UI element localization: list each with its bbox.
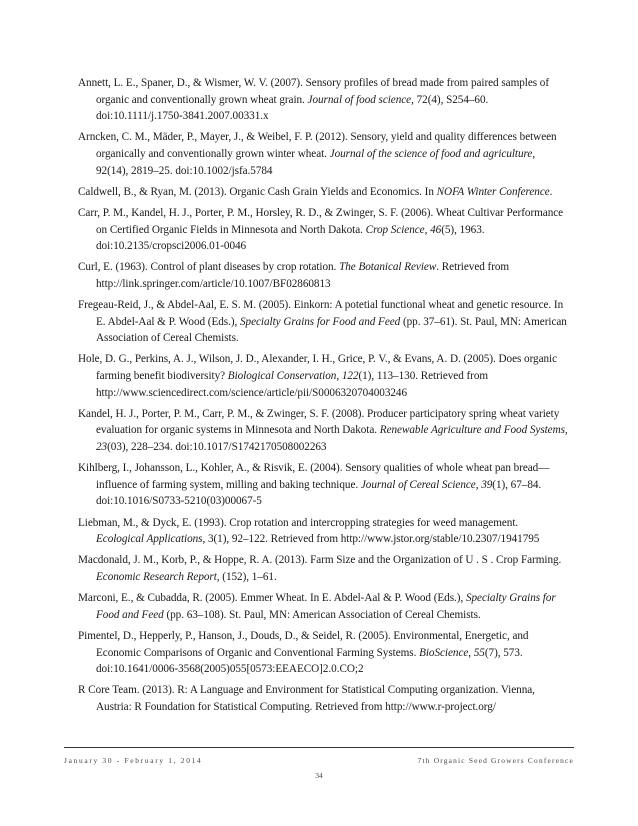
reference-source: Biological Conservation, 122: [227, 370, 359, 383]
reference-text: Kihlberg, I., Johansson, L., Kohler, A., & Risvik, E. (2004). Sensory qualities of whole wheat pan bread—influence of farming system, milling and baking technique.: [78, 462, 550, 491]
page-number: 34: [315, 771, 323, 780]
reference-entry: [78, 590, 568, 623]
reference-details: . Retrieved from http://link.springer.com/article/10.1007/BF02860813: [96, 261, 510, 290]
reference-details: , 3(1), 92–122. Retrieved from http://www.jstor.org/stable/10.2307/1941795: [202, 533, 540, 546]
reference-source: Specialty Grains for Food and Feed: [96, 592, 556, 621]
reference-entry: [78, 406, 568, 456]
reference-entry: [78, 259, 568, 292]
reference-entry: [78, 628, 568, 678]
reference-text: Caldwell, B., & Ryan, M. (2013). Organic Cash Grain Yields and Economics. In: [78, 185, 437, 198]
reference-details: .: [549, 185, 553, 198]
reference-details: (5), 1963. doi:10.2135/cropsci2006.01-0046: [96, 223, 485, 253]
reference-entry: [78, 515, 568, 548]
reference-text: Pimentel, D., Hepperly, P., Hanson, J., Douds, D., & Seidel, R. (2005). Environmental, Energetic, and Economic Comparisons of Organic and Conventional Farming Systems.: [78, 629, 529, 659]
reference-details: (7), 573. doi:10.1641/0006-3568(2005)055[0573:EEAECO]2.0.CO;2: [96, 646, 523, 676]
reference-source: NOFA Winter Conference: [436, 185, 550, 198]
reference-source: Journal of food science: [307, 93, 412, 106]
reference-entry: [78, 129, 568, 179]
reference-text: Fregeau-Reid, J., & Abdel-Aal, E. S. M. (2005). Einkorn: A potetial functional wheat and genetic resource. In E. Abdel-Aal & P. Wood (Eds.),: [78, 299, 564, 328]
reference-details: (1), 67–84. doi:10.1016/S0733-5210(03)00067-5: [96, 478, 542, 508]
reference-details: (pp. 37–61). St. Paul, MN: American Association of Cereal Chemists.: [96, 315, 567, 345]
reference-entry: [78, 297, 568, 347]
reference-details: (1), 113–130. Retrieved from http://www.sciencedirect.com/science/article/pii/S0006320704003246: [96, 370, 489, 399]
reference-text: Macdonald, J. M., Korb, P., & Hoppe, R. A. (2013). Farm Size and the Organization of U . S . Crop Farming.: [78, 554, 562, 567]
reference-text: Hole, D. G., Perkins, A. J., Wilson, J. D., Alexander, I. H., Grice, P. V., & Evans, A. D. (2005). Does organic farming benefit biodiversity?: [78, 353, 558, 383]
reference-details: (03), 228–234. doi:10.1017/S1742170508002263: [107, 441, 327, 454]
reference-text: Marconi, E., & Cubadda, R. (2005). Emmer Wheat. In E. Abdel-Aal & P. Wood (Eds.),: [78, 592, 466, 605]
footer-divider: [64, 747, 574, 748]
reference-details: , 72(4), S254–60. doi:10.1111/j.1750-3841.2007.00331.x: [96, 93, 489, 123]
reference-text: Curl, E. (1963). Control of plant diseases by crop rotation.: [78, 261, 340, 274]
reference-text: Carr, P. M., Kandel, H. J., Porter, P. M., Horsley, R. D., & Zwinger, S. F. (2006). Wheat Cultivar Performance on Certified Organic Fields in Minnesota and North Dakota.: [78, 206, 564, 236]
reference-text: Annett, L. E., Spaner, D., & Wismer, W. V. (2007). Sensory profiles of bread made from paired samples of organic and conventionally grown wheat grain.: [78, 77, 550, 106]
reference-details: , (152), 1–61.: [216, 570, 277, 583]
reference-source: Journal of the science of food and agriculture: [329, 147, 533, 160]
reference-list: [78, 75, 568, 720]
footer-conference-name: 7th Organic Seed Growers Conference: [417, 756, 574, 765]
reference-source: BioScience, 55: [419, 646, 485, 659]
reference-entry: [78, 205, 568, 255]
reference-entry: [78, 75, 568, 125]
reference-text: Arncken, C. M., Mäder, P., Mayer, J., & Weibel, F. P. (2012). Sensory, yield and quality differences between organically and conventionally grown winter wheat.: [78, 131, 557, 160]
reference-text: Liebman, M., & Dyck, E. (1993). Crop rotation and intercropping strategies for weed management.: [78, 516, 519, 529]
reference-source: Crop Science, 46: [365, 223, 442, 236]
reference-text: R Core Team. (2013). R: A Language and Environment for Statistical Computing organization. Vienna, Austria: R Foundation for Statistical Computing. Retrieved from http://www.r-project.org/: [78, 684, 535, 713]
reference-details: , 92(14), 2819–25. doi:10.1002/jsfa.5784: [96, 147, 536, 177]
reference-entry: [78, 351, 568, 401]
reference-entry: [78, 682, 568, 715]
reference-source: Ecological Applications: [96, 533, 203, 546]
reference-entry: [78, 184, 568, 201]
reference-details: (pp. 63–108). St. Paul, MN: American Association of Cereal Chemists.: [163, 608, 481, 621]
footer-date: January 30 - February 1, 2014: [64, 756, 203, 765]
reference-entry: [78, 552, 568, 585]
reference-text: Kandel, H. J., Porter, P. M., Carr, P. M., & Zwinger, S. F. (2008). Producer participatory spring wheat variety evaluation for organic systems in Minnesota and North Dakota.: [78, 407, 560, 437]
reference-source: Economic Research Report: [96, 570, 217, 583]
reference-entry: [78, 460, 568, 510]
reference-source: Renewable Agriculture and Food Systems, 23: [96, 424, 568, 454]
reference-source: Specialty Grains for Food and Feed: [240, 315, 401, 328]
reference-source: The Botanical Review: [339, 261, 437, 274]
reference-source: Journal of Cereal Science, 39: [360, 478, 493, 491]
